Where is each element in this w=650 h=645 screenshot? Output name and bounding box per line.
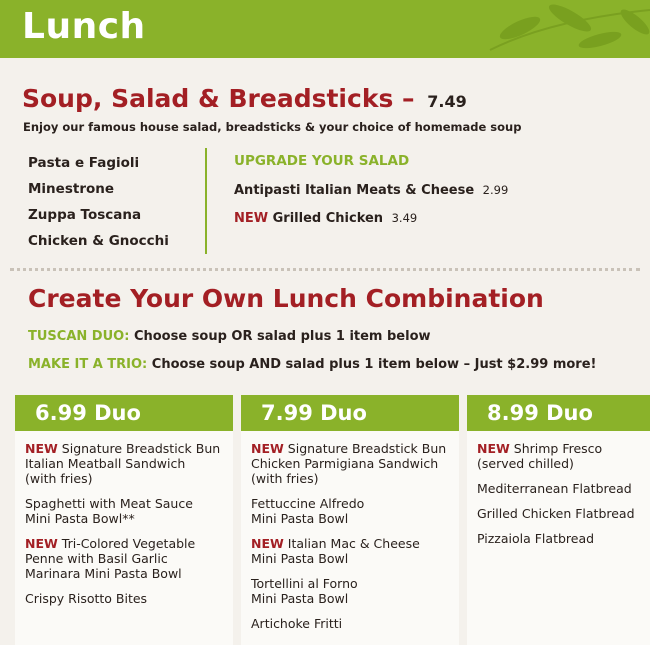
menu-item (477, 506, 650, 521)
menu-item (251, 536, 459, 566)
divider (205, 148, 207, 254)
header-banner (0, 0, 650, 58)
new-badge: NEW (234, 211, 269, 226)
menu-item-line: Spaghetti with Meat Sauce (25, 496, 193, 511)
menu-item (25, 591, 233, 606)
upgrade-item (234, 176, 508, 204)
column-heading: 8.99 Duo (467, 395, 650, 431)
menu-item-line: Signature Breadstick Bun (61, 441, 221, 456)
upgrade-salad-title: UPGRADE YOUR SALAD (234, 153, 410, 169)
menu-item (251, 616, 459, 631)
page-title: Lunch (22, 6, 146, 47)
new-badge: NEW (25, 441, 58, 456)
menu-item-line: Tri-Colored Vegetable (61, 536, 196, 551)
menu-item-line: Pizzaiola Flatbread (477, 531, 595, 546)
menu-item-line: (served chilled) (477, 456, 574, 471)
menu-item (251, 441, 459, 486)
menu-item-line: Tortellini al Forno (251, 576, 358, 591)
menu-item-line: Italian Mac & Cheese (287, 536, 420, 551)
soup-salad-title (22, 84, 467, 113)
menu-item-line: (with fries) (25, 471, 93, 486)
menu-item-line: Fettuccine Alfredo (251, 496, 365, 511)
menu-item (25, 536, 233, 581)
menu-item-line: Grilled Chicken Flatbread (477, 506, 635, 521)
menu-item (251, 496, 459, 526)
menu-item (251, 576, 459, 606)
tuscan-duo-label: TUSCAN DUO: (28, 329, 130, 344)
menu-item (25, 496, 233, 526)
duo-column-699 (15, 395, 233, 645)
menu-item-line: Mediterranean Flatbread (477, 481, 632, 496)
duo-column-799 (241, 395, 459, 645)
column-items (241, 431, 459, 631)
menu-item-line: Crispy Risotto Bites (25, 591, 148, 606)
combo-title: Create Your Own Lunch Combination (28, 284, 544, 313)
menu-item-line: Mini Pasta Bowl (251, 591, 349, 606)
menu-item-line: Italian Meatball Sandwich (25, 456, 186, 471)
upgrade-item-name: Antipasti Italian Meats & Cheese (234, 183, 475, 198)
menu-item-line: Signature Breadstick Bun (287, 441, 447, 456)
menu-item (25, 441, 233, 486)
upgrade-item-price: 3.49 (391, 211, 418, 225)
soup-salad-title-text: Soup, Salad & Breadsticks – (22, 84, 415, 113)
column-heading: 6.99 Duo (15, 395, 233, 431)
menu-item (477, 441, 650, 471)
tuscan-duo-text: Choose soup OR salad plus 1 item below (133, 329, 431, 344)
menu-item-line: Shrimp Fresco (513, 441, 603, 456)
menu-item-line: (with fries) (251, 471, 319, 486)
column-items (467, 431, 650, 546)
soup-item: Chicken & Gnocchi (28, 233, 169, 249)
upgrade-item-price: 2.99 (482, 183, 509, 197)
new-badge: NEW (477, 441, 510, 456)
menu-item-line: Mini Pasta Bowl (251, 551, 349, 566)
trio-text: Choose soup AND salad plus 1 item below – Just $2.99 more! (151, 357, 597, 372)
soup-list (28, 150, 169, 254)
duo-column-899 (467, 395, 650, 645)
tuscan-duo-line (28, 329, 431, 344)
soup-salad-subtitle: Enjoy our famous house salad, breadsticks & your choice of homemade soup (23, 120, 522, 134)
dotted-separator (10, 268, 640, 271)
soup-item: Pasta e Fagioli (28, 155, 140, 171)
soup-salad-price: 7.49 (427, 92, 467, 111)
trio-line (28, 357, 596, 372)
menu-item-line: Penne with Basil Garlic (25, 551, 168, 566)
new-badge: NEW (251, 536, 284, 551)
column-heading: 7.99 Duo (241, 395, 459, 431)
column-items (15, 431, 233, 606)
menu-item (477, 531, 650, 546)
soup-item: Minestrone (28, 181, 115, 197)
menu-item-line: Mini Pasta Bowl (251, 511, 349, 526)
menu-item-line: Marinara Mini Pasta Bowl (25, 566, 182, 581)
menu-item-line: Chicken Parmigiana Sandwich (251, 456, 439, 471)
trio-label: MAKE IT A TRIO: (28, 357, 148, 372)
new-badge: NEW (251, 441, 284, 456)
upgrade-item (234, 204, 508, 232)
upgrade-item-name: Grilled Chicken (272, 211, 384, 226)
soup-item: Zuppa Toscana (28, 207, 142, 223)
menu-item-line: Artichoke Fritti (251, 616, 343, 631)
new-badge: NEW (25, 536, 58, 551)
upgrade-salad-box (234, 150, 508, 232)
menu-item (477, 481, 650, 496)
olive-branch-icon (450, 0, 650, 58)
menu-item-line: Mini Pasta Bowl** (25, 511, 135, 526)
